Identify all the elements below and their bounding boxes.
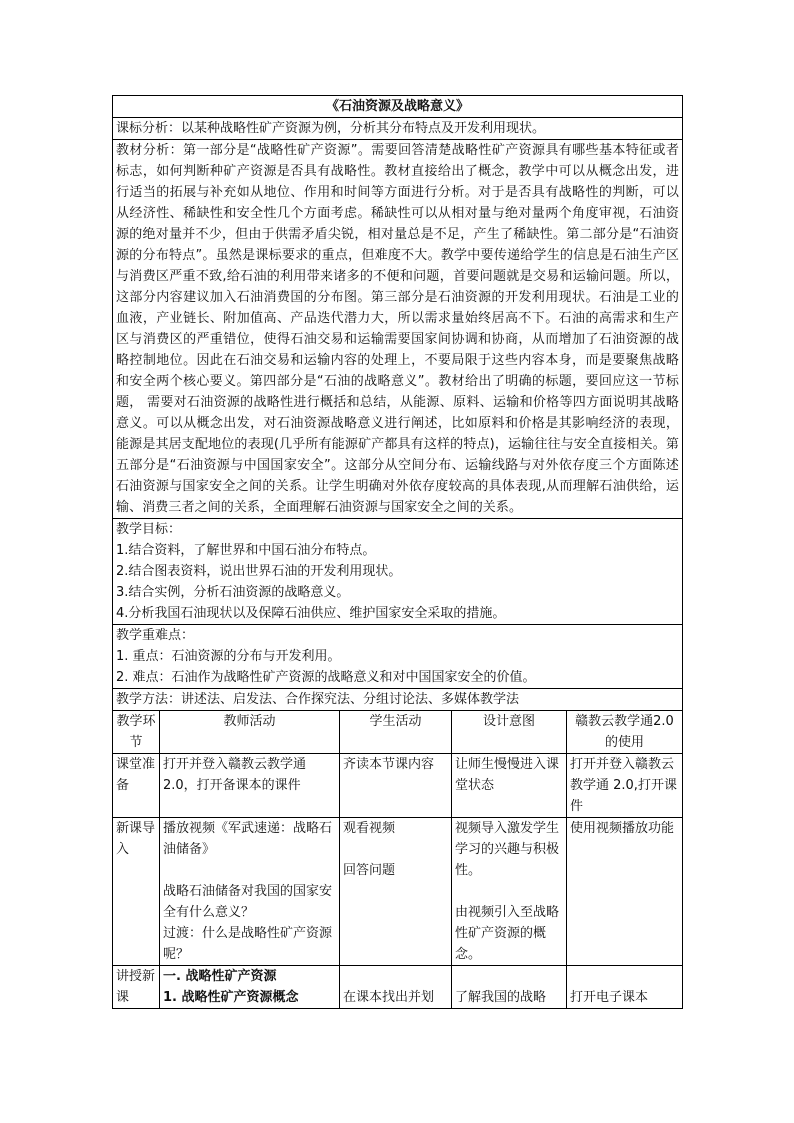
objectives-label: 教学目标： [116,522,182,537]
curriculum-analysis: 课标分析：以某种战略性矿产资源为例，分析其分布特点及开发利用现状。 [113,118,683,140]
intent-cell: 了解我国的战略 [452,966,567,1009]
objective-item: 2.结合图表资料，说出世界石油的开发利用现状。 [116,564,402,579]
header-stage: 教学环节 [113,711,160,754]
student-cell: 齐读本节课内容 [340,754,452,818]
teacher-cell [160,966,340,1009]
stage-cell: 讲授新课 [113,966,160,1009]
subsection-heading: 1. 战略性矿产资源概念 [163,990,299,1005]
objective-item: 1.结合资料，了解世界和中国石油分布特点。 [116,543,376,558]
keypoints-label: 教学重难点： [116,628,195,643]
keypoint-item: 2. 难点：石油作为战略性矿产资源的战略意义和对中国国家安全的价值。 [116,670,536,685]
objective-item: 3.结合实例，分析石油资源的战略意义。 [116,585,350,600]
stage-cell: 课堂准备 [113,754,160,818]
header-student: 学生活动 [340,711,452,754]
intent-text: 视频导入激发学生学习的兴趣与积极性。 [455,821,560,878]
student-text: 回答问题 [343,863,396,878]
objective-item: 4.分析我国石油现状以及保障石油供应、维护国家安全采取的措施。 [116,606,506,621]
lesson-plan-table [112,95,683,1009]
document-title: 《石油资源及战略意义》 [113,96,683,118]
student-text: 观看视频 [343,821,396,836]
process-table-header [113,711,683,754]
teacher-text: 过渡：什么是战略性矿产资源呢？ [163,926,333,962]
textbook-analysis: 教材分析：第一部分是“战略性矿产资源”。需要回答清楚战略性矿产资源具有哪些基本特征或者标志，如何判断种矿产资源是否具有战略性。教材直接给出了概念，教学中可以从概念出发，进行适当的拓展与补充如从地位、作用和时间等方面进行分析。对于是否具有战略性的判断，可以从经济性、稀缺性和安全性几个方面考虑。稀缺性可以从相对量与绝对量两个角度审视，石油资源的绝对量并不少，但由于供需矛盾尖锐，相对量总是不足，产生了稀缺性。第二部分是“石油资源的分布特点”。虽然是课标要求的重点，但难度不大。教学中要传递给学生的信息是石油生产区与消费区严重不致,给石油的利用带来诸多的不便和问题，首要问题就是交易和运输问题。所以，这部分内容建议加入石油消费国的分布图。第三部分是石油资源的开发利用现状。石油是工业的血液，产业链长、附加值高、产品迭代潜力大，所以需求量始终居高不下。石油的高需求和生产区与消费区的严重错位，使得石油交易和运输需要国家间协调和协商，从而增加了石油资源的战略控制地位。因此在石油交易和运输内容的处理上，不要局限于这些内容本身，而是要聚焦战略和安全两个核心要义。第四部分是“石油的战略意义”。教材给出了明确的标题，要回应这一节标题， 需要对石油资源的战略性进行概括和总结，从能源、原料、运输和价格等四方面说明其战略意义。可以从概念出发，对石油资源战略意义进行阐述，比如原料和价格是其影响经济的表现，能源是其居支配地位的表现(几乎所有能源矿产都具有这样的特点)，运输往往与安全直接相关。第五部分是“石油资源与中国国家安全”。这部分从空间分布、运输线路与对外依存度三个方面陈述石油资源与国家安全之间的关系。让学生明确对外依存度较高的具体表现,从而理解石油供给，运输、消费三者之间的关系，全面理解石油资源与国家安全之间的关系。 [113,140,683,519]
stage-cell: 新课导入 [113,818,160,966]
table-row [113,966,683,1009]
teacher-cell [160,818,340,966]
tool-cell: 打开并登入赣教云教学通 2.0,打开课件 [567,754,683,818]
teacher-text: 播放视频《军武速递：战略石油储备》 [163,821,333,857]
key-difficult-points [113,625,683,689]
teaching-methods: 教学方法：讲述法、启发法、合作探究法、分组讨论法、多媒体教学法 [113,689,683,711]
intent-cell: 让师生慢慢进入课堂状态 [452,754,567,818]
teaching-objectives [113,519,683,625]
keypoint-item: 1. 重点：石油资源的分布与开发利用。 [116,649,341,664]
header-intent: 设计意图 [452,711,567,754]
header-tool: 赣教云教学通2.0的使用 [567,711,683,754]
student-cell [340,818,452,966]
teacher-cell: 打开并登入赣教云教学通2.0，打开备课本的课件 [160,754,340,818]
intent-cell [452,818,567,966]
intent-text: 由视频引入至战略性矿产资源的概念。 [455,905,560,962]
table-row [113,754,683,818]
student-cell: 在课本找出并划 [340,966,452,1009]
table-row [113,818,683,966]
lesson-plan [112,95,682,1009]
tool-cell: 打开电子课本 [567,966,683,1009]
teacher-text: 战略石油储备对我国的国家安全有什么意义？ [163,884,333,920]
header-teacher: 教师活动 [160,711,340,754]
section-heading: 一. 战略性矿产资源 [163,969,277,984]
tool-cell: 使用视频播放功能 [567,818,683,966]
